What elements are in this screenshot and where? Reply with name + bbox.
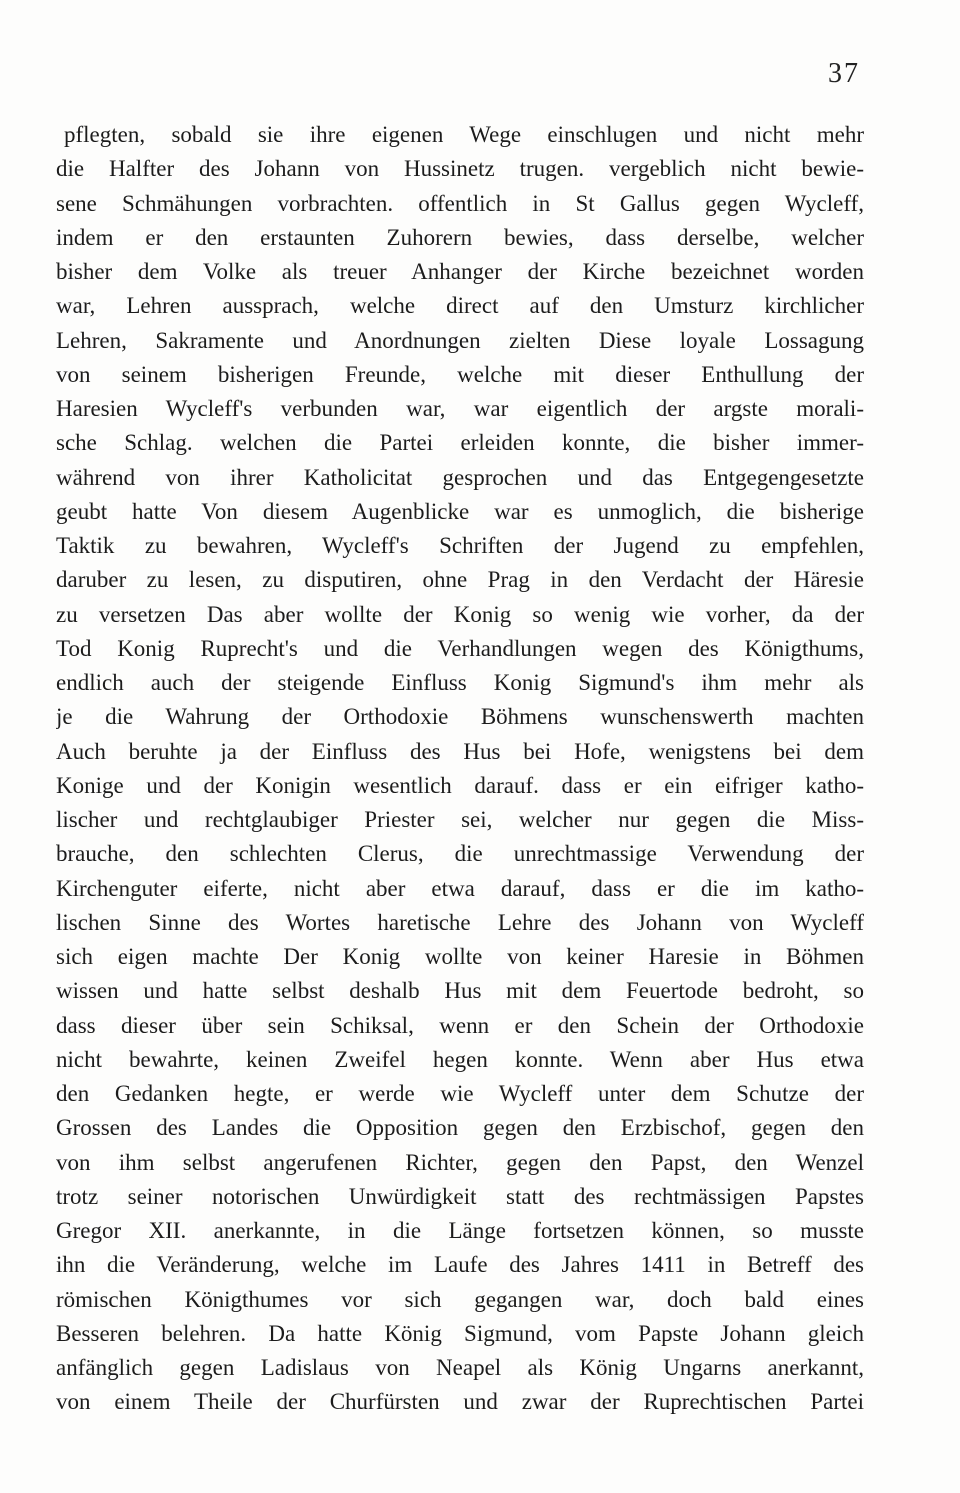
- text-line: daruber zu lesen, zu disputiren, ohne Prag in den Verdacht der Häresie: [56, 567, 864, 593]
- text-line: während von ihrer Katholicitat gesprochen und das Entgegengesetzte: [56, 464, 864, 490]
- text-line: dass dieser über sein Schiksal, wenn er den Schein der Orthodoxie: [56, 1012, 864, 1038]
- text-line: geubt hatte Von diesem Augenblicke war es unmoglich, die bisherige: [56, 498, 864, 524]
- text-line: von ihm selbst angerufenen Richter, gegen den Papst, den Wenzel: [56, 1149, 864, 1175]
- text-line: indem er den erstaunten Zuhorern bewies, dass derselbe, welcher: [56, 224, 864, 250]
- text-line: bisher dem Volke als treuer Anhanger der Kirche bezeichnet worden: [56, 259, 864, 284]
- text-line: Kirchenguter eiferte, nicht aber etwa darauf, dass er die im katho-: [56, 875, 864, 901]
- text-line: trotz seiner notorischen Unwürdigkeit statt des rechtmässigen Papstes: [56, 1183, 864, 1209]
- text-line: den Gedanken hegte, er werde wie Wycleff unter dem Schutze der: [56, 1081, 864, 1106]
- text-line: sich eigen machte Der Konig wollte von keiner Haresie in Böhmen: [56, 944, 864, 969]
- text-line: war, Lehren aussprach, welche direct auf den Umsturz kirchlicher: [56, 293, 864, 319]
- text-line: Haresien Wycleff's verbunden war, war eigentlich der argste morali-: [56, 396, 864, 421]
- text-line: nicht bewahrte, keinen Zweifel hegen konnte. Wenn aber Hus etwa: [56, 1046, 864, 1072]
- text-line: Grossen des Landes die Opposition gegen den Erzbischof, gegen den: [56, 1115, 864, 1141]
- text-line: Tod Konig Ruprecht's und die Verhandlungen wegen des Königthums,: [56, 635, 864, 661]
- text-line: wissen und hatte selbst deshalb Hus mit dem Feuertode bedroht, so: [56, 978, 864, 1004]
- page-number: 37: [828, 58, 860, 89]
- text-line: pflegten, sobald sie ihre eigenen Wege einschlugen und nicht mehr: [64, 122, 864, 147]
- text-line: sene Schmähungen vorbrachten. offentlich in St Gallus gegen Wycleff,: [56, 190, 864, 216]
- text-line: Taktik zu bewahren, Wycleff's Schriften der Jugend zu empfehlen,: [56, 533, 864, 558]
- text-line: endlich auch der steigende Einfluss Konig Sigmund's ihm mehr als: [56, 670, 864, 695]
- text-line: von einem Theile der Churfürsten und zwar der Ruprechtischen Partei: [56, 1389, 864, 1415]
- text-line: ihn die Veränderung, welche im Laufe des Jahres 1411 in Betreff des: [56, 1252, 864, 1278]
- text-line: je die Wahrung der Orthodoxie Böhmens wunschenswerth machten: [56, 704, 864, 730]
- text-line: Gregor XII. anerkannte, in die Länge fortsetzen können, so musste: [56, 1218, 864, 1243]
- text-line: brauche, den schlechten Clerus, die unrechtmassige Verwendung der: [56, 841, 864, 867]
- text-line: Lehren, Sakramente und Anordnungen zielten Diese loyale Lossagung: [56, 327, 864, 353]
- text-line: lischen Sinne des Wortes haretische Lehre des Johann von Wycleff: [56, 909, 864, 935]
- text-line: anfänglich gegen Ladislaus von Neapel als König Ungarns anerkannt,: [56, 1355, 864, 1380]
- text-line: römischen Königthumes vor sich gegangen war, doch bald eines: [56, 1286, 864, 1312]
- text-line: sche Schlag. welchen die Partei erleiden konnte, die bisher immer-: [56, 430, 864, 456]
- text-line: Auch beruhte ja der Einfluss des Hus bei Hofe, wenigstens bei dem: [56, 738, 864, 764]
- text-line: Konige und der Konigin wesentlich darauf. dass er ein eifriger katho-: [56, 772, 864, 798]
- text-line: von seinem bisherigen Freunde, welche mit dieser Enthullung der: [56, 361, 864, 387]
- text-line: lischer und rechtglaubiger Priester sei, welcher nur gegen die Miss-: [56, 807, 864, 832]
- text-line: Besseren belehren. Da hatte König Sigmund, vom Papste Johann gleich: [56, 1320, 864, 1346]
- text-line: die Halfter des Johann von Hussinetz trugen. vergeblich nicht bewie-: [56, 156, 864, 182]
- text-line: zu versetzen Das aber wollte der Konig so wenig wie vorher, da der: [56, 601, 864, 627]
- body-text: [56, 118, 864, 1420]
